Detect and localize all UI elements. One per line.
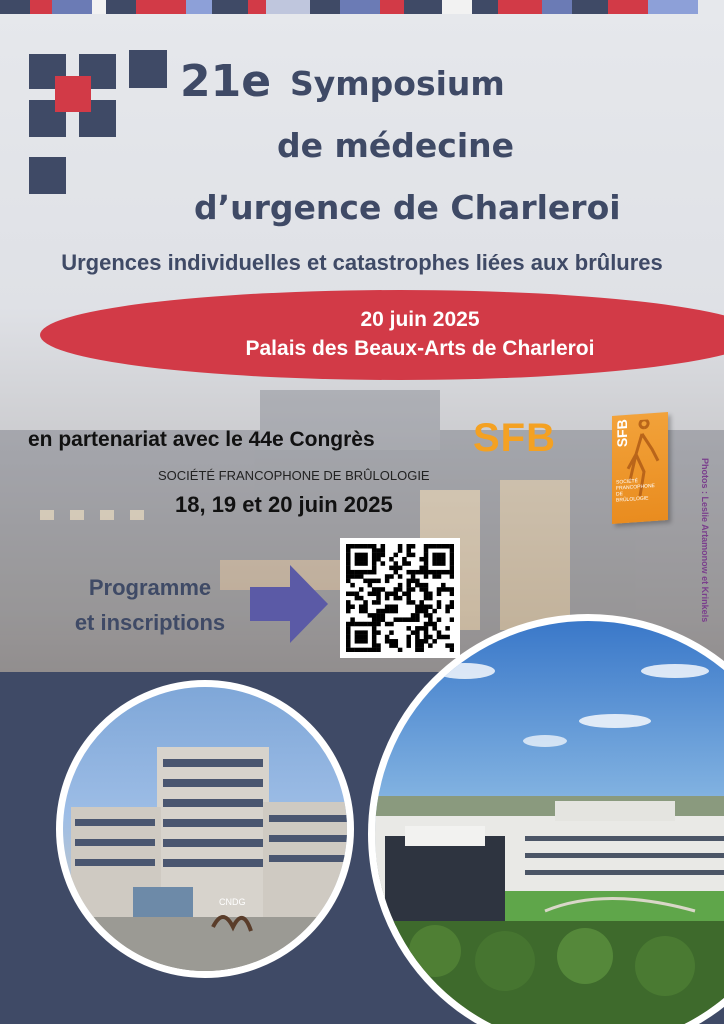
cta-line-1: Programme	[88, 575, 212, 600]
qr-code[interactable]	[340, 538, 460, 658]
right-arrow-icon	[250, 565, 328, 643]
sfb-book-caption: SOCIÉTÉ FRANCOPHONE DE BRÛLOLOGIE	[616, 478, 655, 504]
hospital-sign: CNDG	[219, 897, 246, 907]
partnership-intro: en partenariat avec le 44e Congrès	[28, 428, 375, 451]
date-banner	[40, 290, 724, 380]
qr-code-icon	[346, 544, 454, 652]
event-date: 20 juin 2025	[360, 308, 480, 331]
title-line-3: d’urgence de Charleroi	[194, 188, 621, 227]
sfb-book-logo	[612, 412, 668, 524]
photo-credit: Photos : Leslie Artamonow et Krinkels	[700, 458, 710, 623]
top-color-strip	[0, 0, 724, 14]
photo-hospital-tower	[56, 680, 354, 978]
title-line-1: Symposium	[290, 64, 505, 103]
event-venue: Palais des Beaux-Arts de Charleroi	[245, 337, 595, 360]
edition-number: 21e	[180, 56, 272, 107]
congress-dates: 18, 19 et 20 juin 2025	[175, 492, 393, 517]
society-name: SOCIÉTÉ FRANCOPHONE DE BRÛLOLOGIE	[158, 468, 430, 483]
sfb-wordmark: SFB	[473, 416, 556, 460]
cta-line-2: et inscriptions	[74, 610, 226, 635]
subtitle: Urgences individuelles et catastrophes liées aux brûlures	[61, 250, 663, 275]
sfb-book-title: SFB	[614, 418, 630, 448]
title-line-2: de médecine	[277, 126, 515, 165]
